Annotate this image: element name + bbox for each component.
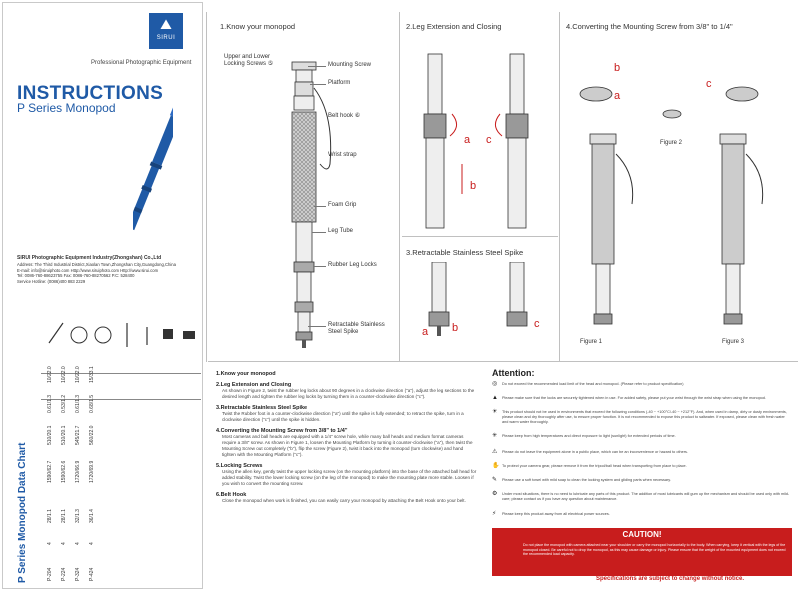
instruction-heading: 2.Leg Extension and Closing [216,382,292,388]
attention-item [492,396,792,401]
leader-line [314,206,326,207]
attention-panel [486,362,798,588]
company-email: E-mail: info@siruiphoto.com Http://www.siruiphoto.com Http://www.sirui.com [17,267,159,273]
caution-box [492,528,792,576]
figure-label-a: a [422,326,429,338]
figure-label-c: c [706,78,712,90]
instructions-list [216,371,478,504]
figure-3-caption: Figure 3 [722,339,745,345]
label-spike: Retractable Stainless Steel Spike [328,322,385,335]
sirui-logo [149,13,183,49]
table-cell: 10/22.0 [61,366,67,383]
series-subtitle: P Series Monopod [17,101,116,115]
separator [206,12,207,362]
leader-line [308,66,326,67]
instruction-text: Close the monopod when work is finished, you can easily carry your monopod by attaching the Belt Hook onto your belt. [222,498,466,503]
warning-icon: ☀ [492,409,498,415]
spike-panel [402,240,557,360]
separator [402,236,558,237]
table-cell: 0.61/1.3 [47,394,53,413]
load-icon [183,331,195,339]
table-cell: P-224 [61,567,67,581]
table-row [89,313,103,583]
table-cell: 10/22.0 [47,366,53,383]
mounting-screw-diagram [562,44,792,359]
label-wrist-strap: Wrist strap [328,152,357,158]
cover-panel [2,2,203,589]
label-foam-grip: Foam Grip [328,202,357,208]
section-title: 1.Know your monopod [220,22,296,31]
attention-text: Please use a soft towel with mild soap to clean the locking system and gliding parts when necessary. [502,478,671,482]
figure-label-a: a [614,90,621,102]
figure-label-b: b [614,62,621,74]
attention-item [492,492,792,502]
label-platform: Platform [328,80,351,86]
company-address: Address: The Third Industrial District,Xiaolan Town,Zhongshan City,Guangdong,China [17,261,176,267]
leg-extension-diagram [402,44,557,234]
table-cell: 1590/62.7 [47,460,53,483]
table-cell: 15/33.1 [89,366,95,383]
company-tel: Tel: 0086-760-88623755 Fax: 0086-760-88270562 P.C: 528400 [17,273,135,279]
warning-icon: ✋ [492,463,500,469]
mountain-icon: ⛰ [160,16,172,32]
warning-icon: ⚠ [492,449,498,455]
attention-item [492,382,792,387]
separator [559,12,560,362]
table-cell: 4 [47,542,53,545]
table-cell: 28/1.1 [47,509,53,523]
tagline: Professional Photographic Equipment [91,60,192,66]
label-locking-screws: Upper and Lower Locking Screws ⑤ [224,54,274,67]
figure-label-c: c [486,134,492,146]
table-cell: 36/1.4 [89,509,95,523]
figure-2-caption: Figure 2 [660,140,683,146]
separator [399,12,400,362]
table-cell: 1720/66.9 [75,460,81,483]
table-cell: 510/20.1 [47,425,53,445]
instructions-title: INSTRUCTIONS [17,83,164,104]
weight-icon [163,329,173,339]
company-name: SIRUI Photographic Equipment Industry(Zhongshan) Co.,Ltd [17,255,162,261]
attention-item [492,464,792,469]
figure-label-c: c [534,318,540,330]
leader-line [310,84,326,85]
caution-text: Do not place the monopod with camera attached near your shoulder or carry the monopod horizontally to the body. When carrying, keep it vertical with the legs of the monopod closed. Be careful not to drop the monopod, as this may cause damage or injury. Please ensure that the weight of the mounted equipment does not exceed the recommended load capacity. [493,541,791,575]
attention-item [492,434,792,439]
contact-info [17,255,197,285]
instructions-text-panel [210,362,482,588]
attention-item [492,410,792,424]
callout-number: ⑤ [267,61,274,67]
table-cell: 1720/69.9 [89,460,95,483]
attention-item [492,512,792,517]
leader-line [314,266,326,267]
instruction-text: Most cameras and ball heads are equipped with a 1/4" screw hole, while many ball heads and medium format cameras require a 3/8" screw. As shown in Figure 1, loosen the Mounting Platform by turning it counter-clockwise ("a"), then twist the Mounting Screw out completely ("b"), flip the screw (Figure 2), twist it back into the monopod (turn clockwise) and hand tighten with the Mounting Platform ("c"). [222,434,473,457]
know-your-monopod-panel [210,14,395,359]
attention-text: Please do not leave the equipment alone in a public place, which can be an inconvenience or hazard to others. [502,450,688,454]
section-title: 3.Retractable Stainless Steel Spike [406,248,524,257]
attention-text: Do not exceed the recommended load limit of the head and monopod. (Please refer to product specification) [502,382,684,386]
leader-line [312,232,326,233]
label-rubber-leg-locks: Rubber Leg Locks [328,262,377,268]
figure-1-caption: Figure 1 [580,339,603,345]
table-cell: P-324 [75,567,81,581]
attention-item [492,478,792,483]
logo-text: SIRUI [156,35,176,41]
section-title: 2.Leg Extension and Closing [406,22,502,31]
table-cell: P-204 [47,567,53,581]
attention-text: Under most situations, there is no need to lubricate any parts of this product. The addition of most lubricants will gum up the mechanism and should be used only with mild-care; please contact us if you have any question about maintenance. [502,492,790,501]
figure-label-b: b [470,180,477,192]
table-cell: 0.53/1.2 [61,394,67,413]
table-row [75,313,89,583]
instruction-heading: 4.Converting the Mounting Screw from 3/8" to 1/4" [216,428,348,434]
label-mounting-screw: Mounting Screw [328,62,372,68]
data-chart-table [41,313,201,583]
service-hotline: Service Hotline: (0086)400 883 2229 [17,279,86,285]
table-cell: 4 [75,542,81,545]
monopod-cover-illustration [133,103,173,243]
table-cell: 1590/62.6 [61,460,67,483]
table-cell: 0.68/1.5 [89,394,95,413]
label-belt-hook: Belt hook ⑥ [328,113,361,119]
table-cell: 32/1.3 [75,509,81,523]
warning-icon: ◎ [492,381,498,387]
label-leg-tube: Leg Tube [328,228,354,234]
leader-line [308,326,326,327]
figure-label-b: b [452,322,459,334]
spec-note: Specifications are subject to change without notice. [596,576,745,582]
figure-label-a: a [464,134,471,146]
spike-diagram [402,262,557,360]
table-cell: 560/22.0 [89,425,95,445]
warning-icon: ✳ [492,433,498,439]
leg-extension-panel [402,14,557,234]
table-cell: 28/1.1 [61,509,67,523]
mounting-screw-panel [562,14,792,359]
attention-title: Attention: [492,368,535,378]
caution-title: CAUTION! [493,529,791,541]
table-cell: 510/20.1 [61,425,67,445]
attention-text: To protect your camera gear, please remove it from the tripod/ball head when transporting from place to place. [502,464,687,468]
table-row [61,313,75,583]
table-cell: 4 [61,542,67,545]
instruction-heading: 1.Know your monopod [216,371,276,377]
table-cell: 10/22.0 [75,366,81,383]
table-cell: 545/21.7 [75,425,81,445]
instruction-text: Using the allen key, gently twist the upper locking screw (on the mounting platform) into the base of the attached ball head for added stability. Twist the lower locking screw (on the leg of the monopod) to make the mounting plate more stable. Loosen if you wish to convert the mounting screw. [222,469,477,486]
instruction-text: As shown in Figure 2, twist the rubber leg locks about 90 degrees in a clockwise direction ("a"), adjust the leg sections to the desired length and tighten the rubber leg locks by turning them in a counter-clockwise direction ("c"). [222,388,475,399]
warning-icon: ⚙ [492,491,498,497]
table-cell: P-424 [89,567,95,581]
data-chart-title: P Series Monopod Data Chart [17,442,28,583]
table-cell: 0.61/1.3 [75,394,81,413]
attention-text: Please keep from high temperatures and direct exposure to light (sunlight) for extended periods of time. [502,434,676,438]
section-title: 4.Converting the Mounting Screw from 3/8" to 1/4" [566,22,733,31]
attention-item [492,450,792,455]
attention-text: This product should not be used in environments that exceed the following conditions (-40 ~ +100°C/-40 ~ +212°F). And, when used in damp, dirty or dusty environments, please clean and dry thoroughly after use, to ensure proper function. It is not recommended to expose this product to saltwater. If exposed, please clean with fresh water and warm water thoroughly. [502,410,787,424]
attention-text: Please keep this product away from all electrical power sources. [502,512,610,516]
attention-text: Please make sure that the locks are securely tightened when in use. For added safety, please put your wrist through the wrist strap when using the monopod. [502,396,766,400]
instruction-heading: 5.Locking Screws [216,463,263,469]
warning-icon: ✎ [492,477,498,483]
warning-icon: ▲ [492,395,498,401]
instruction-heading: 3.Retractable Stainless Steel Spike [216,405,308,411]
instruction-heading: 6.Belt Hook [216,492,247,498]
warning-icon: ⚡ [492,511,497,517]
callout-number: ⑥ [354,113,361,119]
instruction-text: Twist the Rubber foot in a counter-clockwise direction ("a") until the spike is fully extended; to retract the spike, turn in a clockwise direction ("c") until the spike is hidden. [222,411,464,422]
table-cell: 4 [89,542,95,545]
table-row [47,313,61,583]
